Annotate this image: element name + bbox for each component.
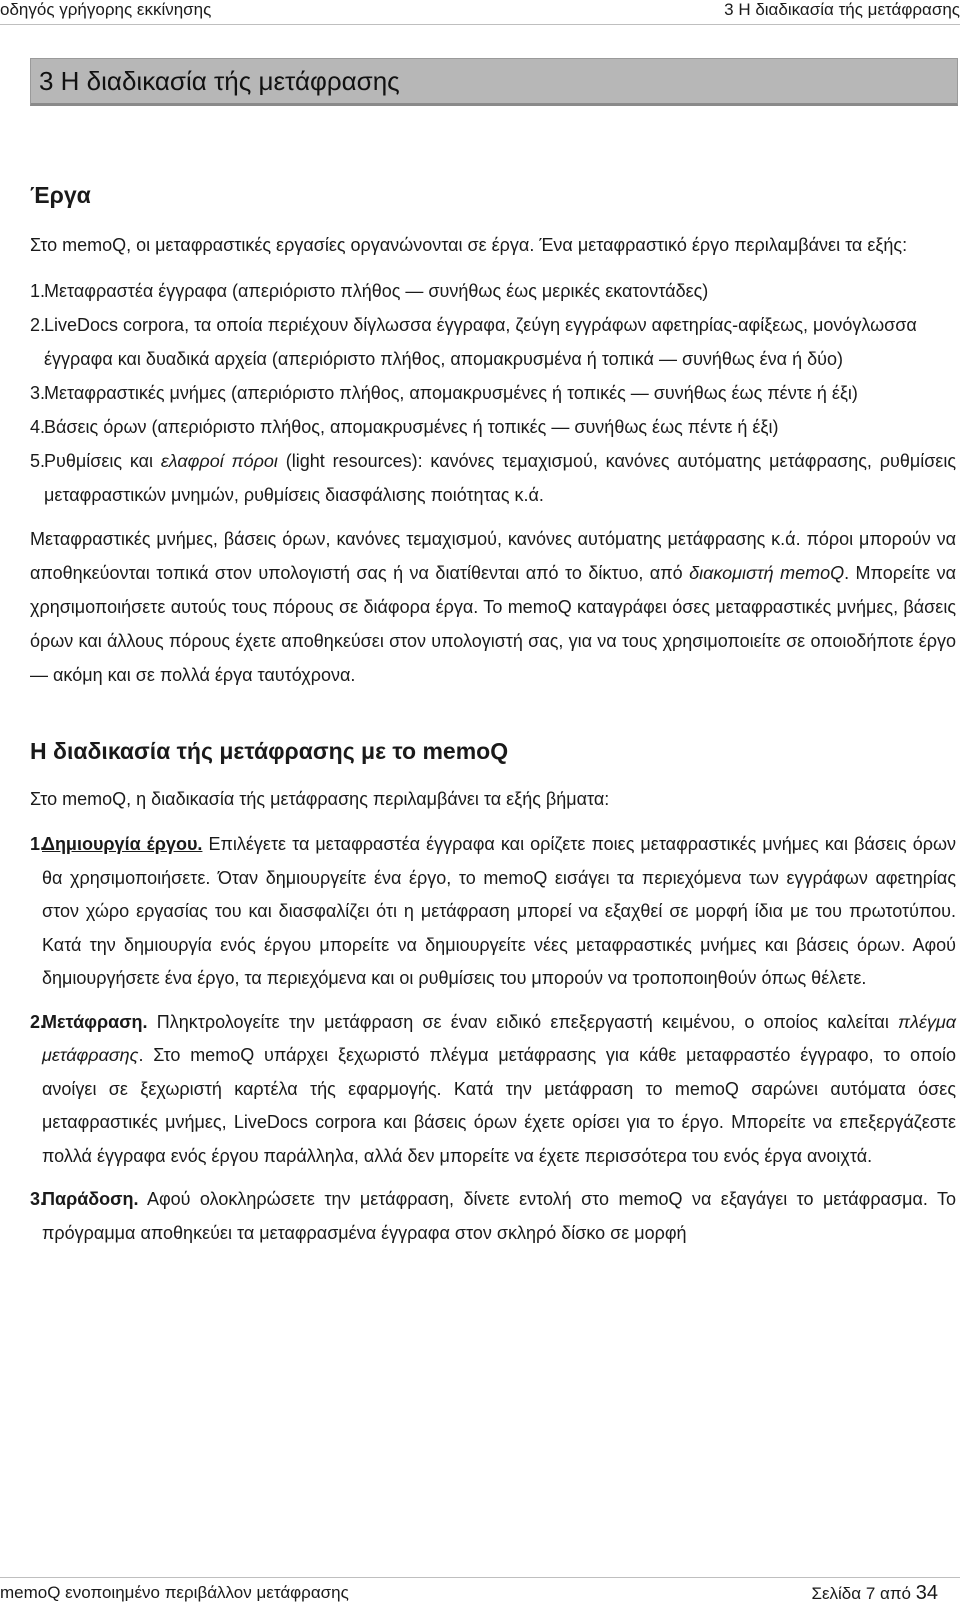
- process-steps-list: [30, 828, 956, 1250]
- page-number: Σελίδα 7 από 34: [811, 1582, 938, 1604]
- header-chapter-title: 3 Η διαδικασία τής μετάφρασης: [724, 0, 960, 19]
- footer-product-name: memoQ ενοποιημένο περιβάλλον μετάφρασης: [0, 1583, 349, 1602]
- step-item: 2. Μετάφραση. Πληκτρολογείτε την μετάφραση σε έναν ειδικό επεξεργαστή κειμένου, ο οποίος καλείται πλέγμα μετάφρασης. Στο memoQ υπάρχει ξεχωριστό πλέγμα μετάφρασης για κάθε μεταφραστέο έγγραφο, το οποίο ανοίγει σε ξεχωριστή καρτέλα τής εφαρμογής. Κατά την μετάφραση το memoQ σαρώνει αυτόματα όσες μεταφραστικές μνήμες, LiveDocs corpora και βάσεις όρων έχετε ορίσει για το έργο. Μπορείτε να επεξεργάζεστε πολλά έγγραφα ενός έργου παράλληλα, αλλά δεν μπορείτε να έχετε περισσότερα του ενός έργα ανοιχτά.: [30, 1011, 956, 1166]
- step-title: Παράδοση.: [42, 1189, 139, 1209]
- list-item: 1. Μεταφραστέα έγγραφα (απεριόριστο πλήθος — συνήθως έως μερικές εκατοντάδες): [30, 281, 709, 301]
- section-heading-process: Η διαδικασία τής μετάφρασης με το memoQ: [30, 738, 509, 764]
- resources-paragraph: Μεταφραστικές μνήμες, βάσεις όρων, κανόνες τεμαχισμού, κανόνες αυτόματης μετάφρασης κ.ά. πόροι μπορούν να αποθηκεύονται τοπικά στον υπολογιστή σας ή να διατίθενται από το δίκτυο, από διακομιστή memoQ. Μπορείτε να χρησιμοποιήσετε αυτούς τους πόρους σε διάφορα έργα. Το memoQ καταγράφει όσες μεταφραστικές μνήμες, βάσεις όρων και άλλους πόρους έχετε αποθηκεύσει στον υπολογιστή σας, για να τους χρησιμοποιείτε σε οποιοδήποτε έργο — ακόμη και σε πολλά έργα ταυτόχρονα.: [30, 529, 956, 685]
- process-intro: Στο memoQ, η διαδικασία τής μετάφρασης περιλαμβάνει τα εξής βήματα:: [30, 789, 610, 809]
- list-item: 3. Μεταφραστικές μνήμες (απεριόριστο πλήθος, απομακρυσμένες ή τοπικές — συνήθως έως πέντε ή έξι): [30, 383, 858, 403]
- step-title: Δημιουργία έργου.: [42, 834, 203, 854]
- header-doc-title: οδηγός γρήγορης εκκίνησης: [0, 0, 212, 19]
- projects-intro: Στο memoQ, οι μεταφραστικές εργασίες οργανώνονται σε έργα. Ένα μεταφραστικό έργο περιλαμβάνει τα εξής:: [30, 235, 908, 255]
- list-item: 4. Βάσεις όρων (απεριόριστο πλήθος, απομακρυσμένες ή τοπικές — συνήθως έως πέντε ή έξι): [30, 417, 779, 437]
- section-heading-projects: Έργα: [30, 182, 91, 208]
- step-item: 1. Δημιουργία έργου. Επιλέγετε τα μεταφραστέα έγγραφα και ορίζετε ποιες μεταφραστικές μνήμες και βάσεις όρων θα χρησιμοποιήσετε. Όταν δημιουργείτε ένα έργο, το memoQ εισάγει τα περιεχόμενα των εγγράφων αφετηρίας στον χώρο εργασίας του και διασφαλίζει ότι η μετάφραση μπορεί να εξαχθεί σε μορφή ίδια με του πρωτοτύπου. Κατά την δημιουργία ενός έργου μπορείτε να δημιουργείτε νέες μεταφραστικές μνήμες και βάσεις όρων. Αφού δημιουργήσετε ένα έργο, τα περιεχόμενα και οι ρυθμίσεις του μπορούν να τροποποιηθούν όπως θέλετε.: [30, 834, 956, 988]
- list-item: 2. LiveDocs corpora, τα οποία περιέχουν δίγλωσσα έγγραφα, ζεύγη εγγράφων αφετηρίας-αφίξεως, μονόγλωσσα έγγραφα και δυαδικά αρχεία (απεριόριστο πλήθος, απομακρυσμένα ή τοπικά — συνήθως ένα ή δύο): [30, 315, 917, 369]
- step-item: 3. Παράδοση. Αφού ολοκληρώσετε την μετάφραση, δίνετε εντολή στο memoQ να εξαγάγει το μετάφρασμα. Το πρόγραμμα αποθηκεύει τα μεταφρασμένα έγγραφα στον σκληρό δίσκο σε μορφή: [30, 1189, 956, 1243]
- running-footer: [0, 1577, 960, 1604]
- chapter-title-band: [30, 58, 958, 106]
- project-contents-list: [30, 274, 956, 512]
- list-item: 5. Ρυθμίσεις και ελαφροί πόροι (light resources): κανόνες τεμαχισμού, κανόνες αυτόματης μετάφρασης, ρυθμίσεις μεταφραστικών μνημών, ρυθμίσεις διασφάλισης ποιότητας κ.ά.: [30, 451, 957, 505]
- running-header: [0, 0, 960, 25]
- step-title: Μετάφραση.: [42, 1011, 148, 1032]
- chapter-title: 3 Η διαδικασία τής μετάφρασης: [39, 66, 400, 96]
- page-content: [30, 180, 956, 1260]
